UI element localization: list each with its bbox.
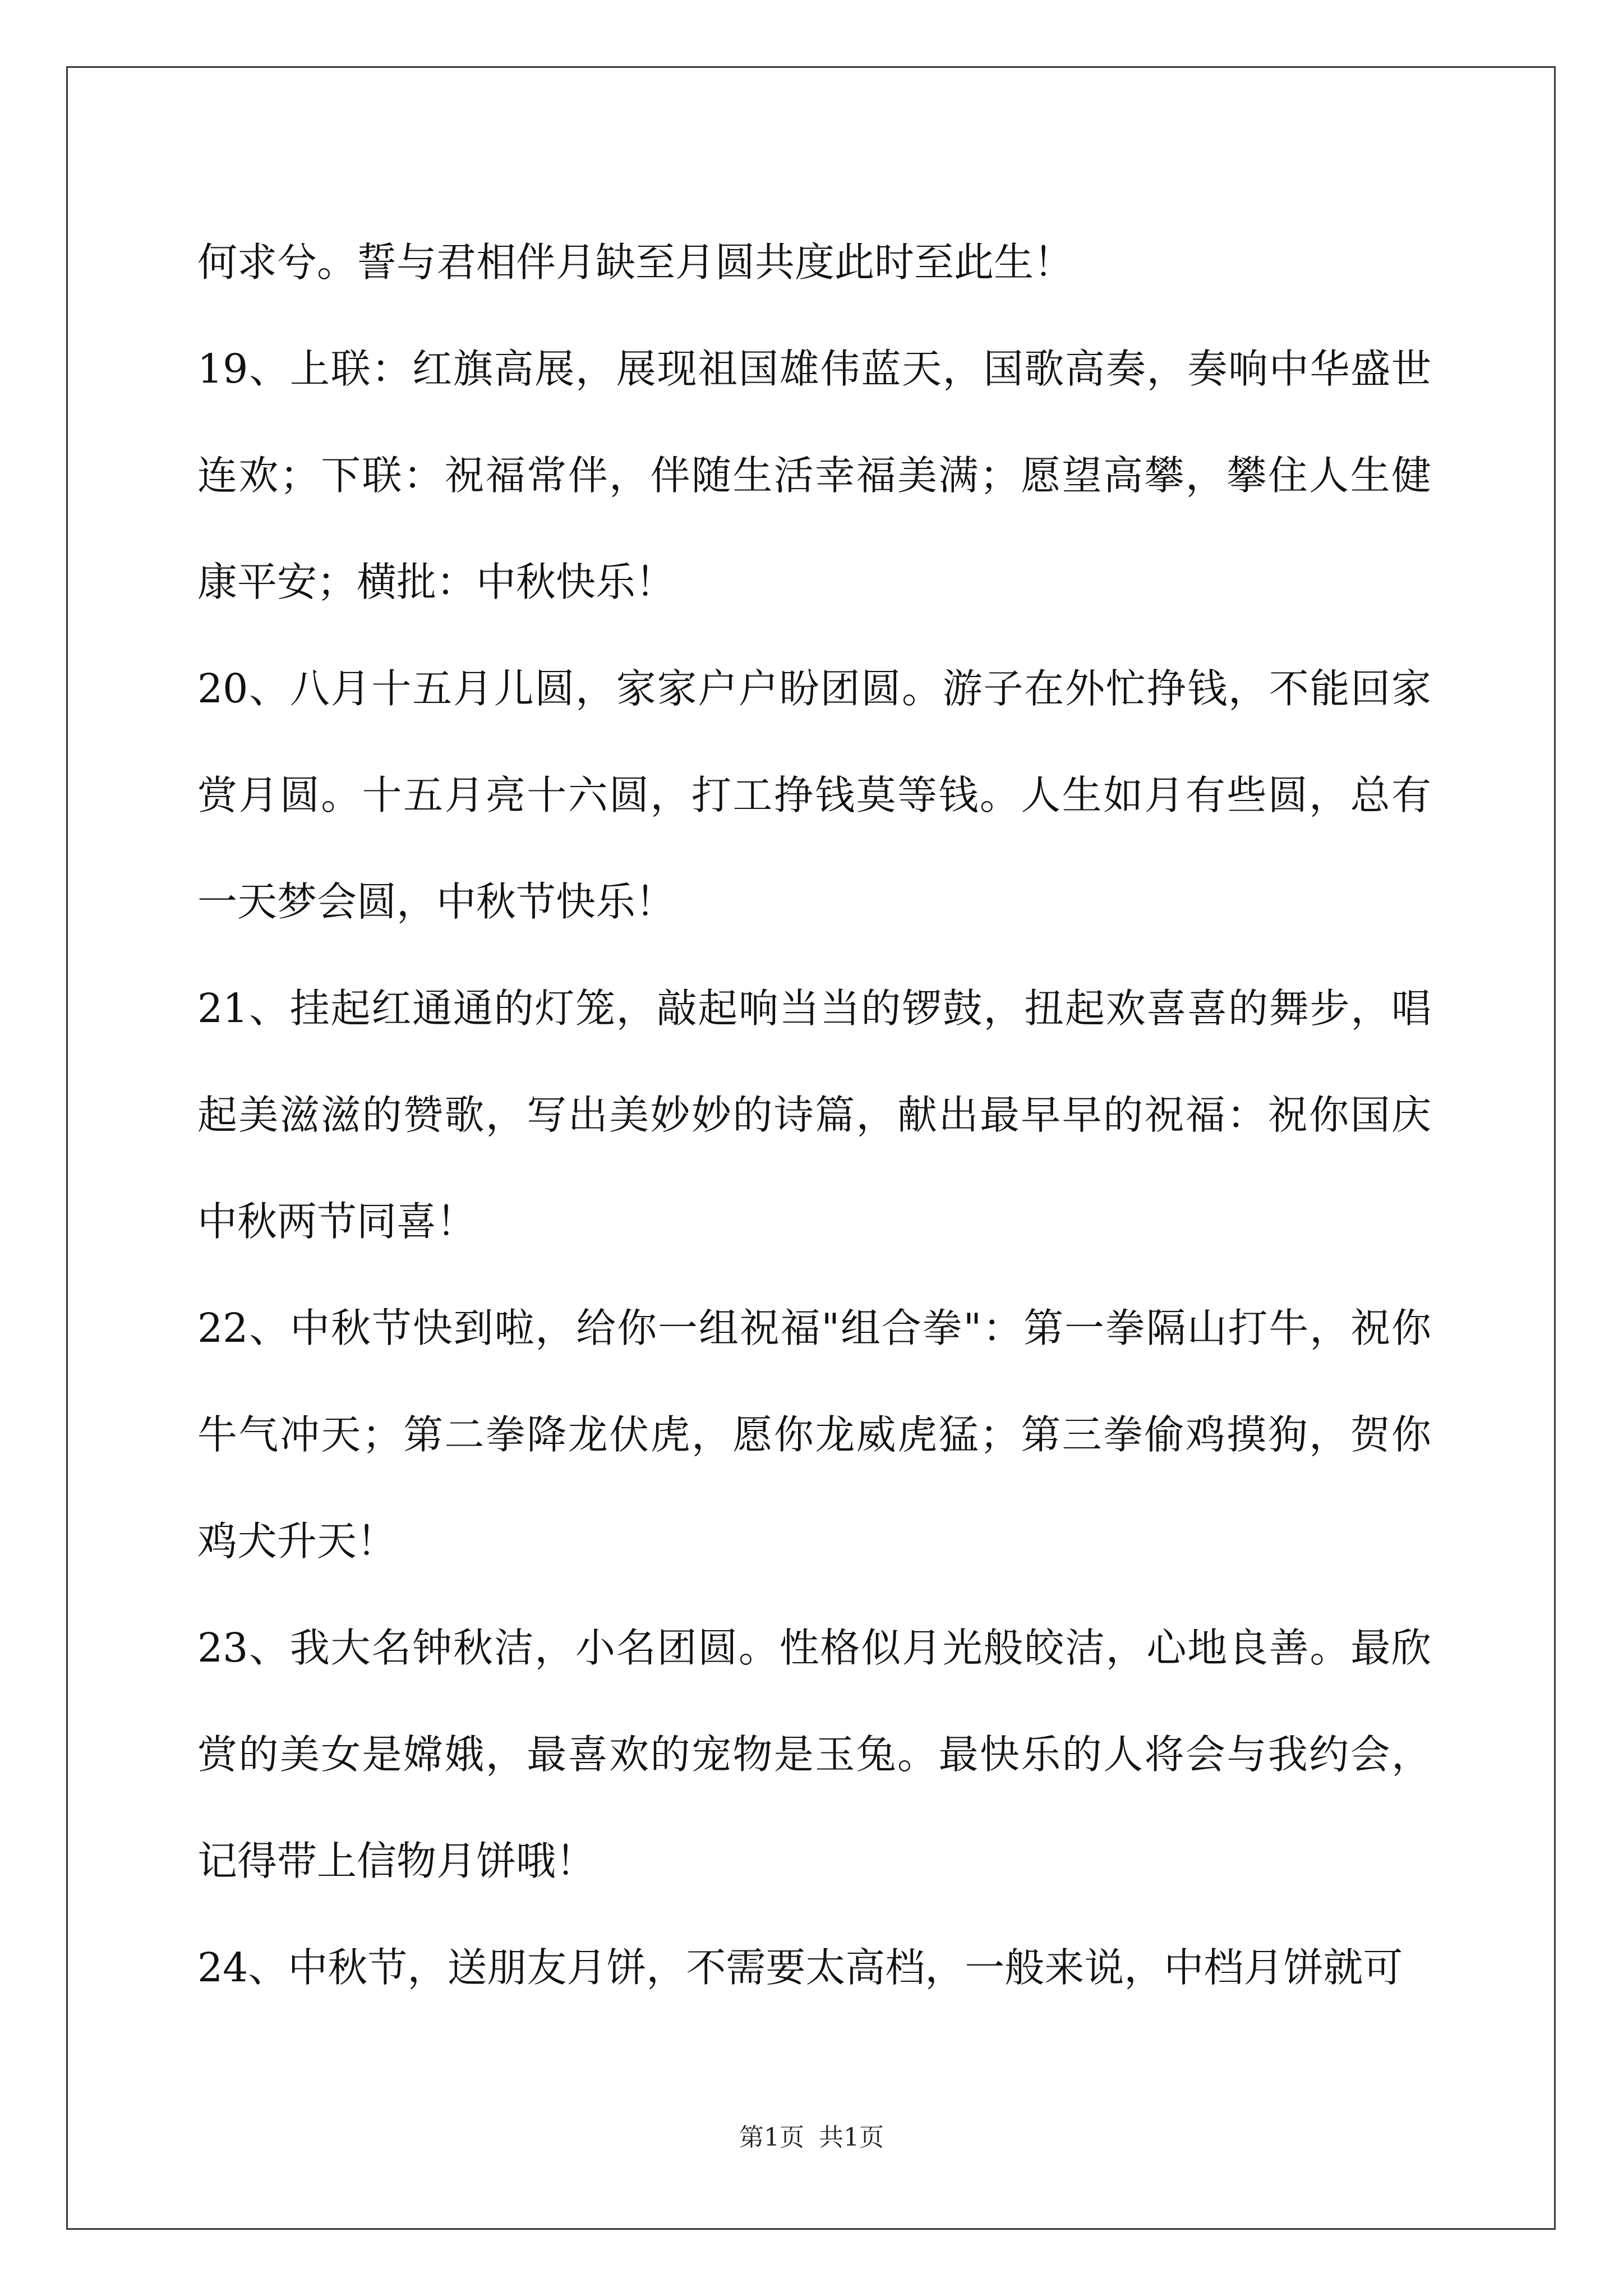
- paragraph: 23、我大名钟秋洁，小名团圆。性格似月光般皎洁，心地良善。最欣赏的美女是嫦娥，最喜欢的宠物是玉兔。最快乐的人将会与我约会，记得带上信物月饼哦！: [197, 1625, 1431, 1884]
- paragraph: 19、上联：红旗高展，展现祖国雄伟蓝天，国歌高奏，奏响中华盛世连欢；下联：祝福常伴，伴随生活幸福美满；愿望高攀，攀住人生健康平安；横批：中秋快乐！: [197, 346, 1431, 605]
- page-number-current: 第1页: [739, 2123, 804, 2152]
- paragraph: 22、中秋节快到啦，给你一组祝福"组合拳"：第一拳隔山打牛，祝你牛气冲天；第二拳降龙伏虎，愿你龙威虎猛；第三拳偷鸡摸狗，贺你鸡犬升天！: [197, 1305, 1431, 1565]
- paragraph: 24、中秋节，送朋友月饼，不需要太高档，一般来说，中档月饼就可: [197, 1944, 1403, 1991]
- page-number-total: 共1页: [819, 2123, 884, 2152]
- page-footer: [0, 2117, 1623, 2153]
- document-body: [197, 209, 1431, 2021]
- paragraph: 20、八月十五月儿圆，家家户户盼团圆。游子在外忙挣钱，不能回家赏月圆。十五月亮十六圆，打工挣钱莫等钱。人生如月有些圆，总有一天梦会圆，中秋节快乐！: [197, 665, 1431, 925]
- paragraph: 21、挂起红通通的灯笼，敲起响当当的锣鼓，扭起欢喜喜的舞步，唱起美滋滋的赞歌，写出美妙妙的诗篇，献出最早早的祝福：祝你国庆中秋两节同喜！: [197, 985, 1431, 1245]
- paragraph: 何求兮。誓与君相伴月缺至月圆共度此时至此生！: [197, 239, 1074, 286]
